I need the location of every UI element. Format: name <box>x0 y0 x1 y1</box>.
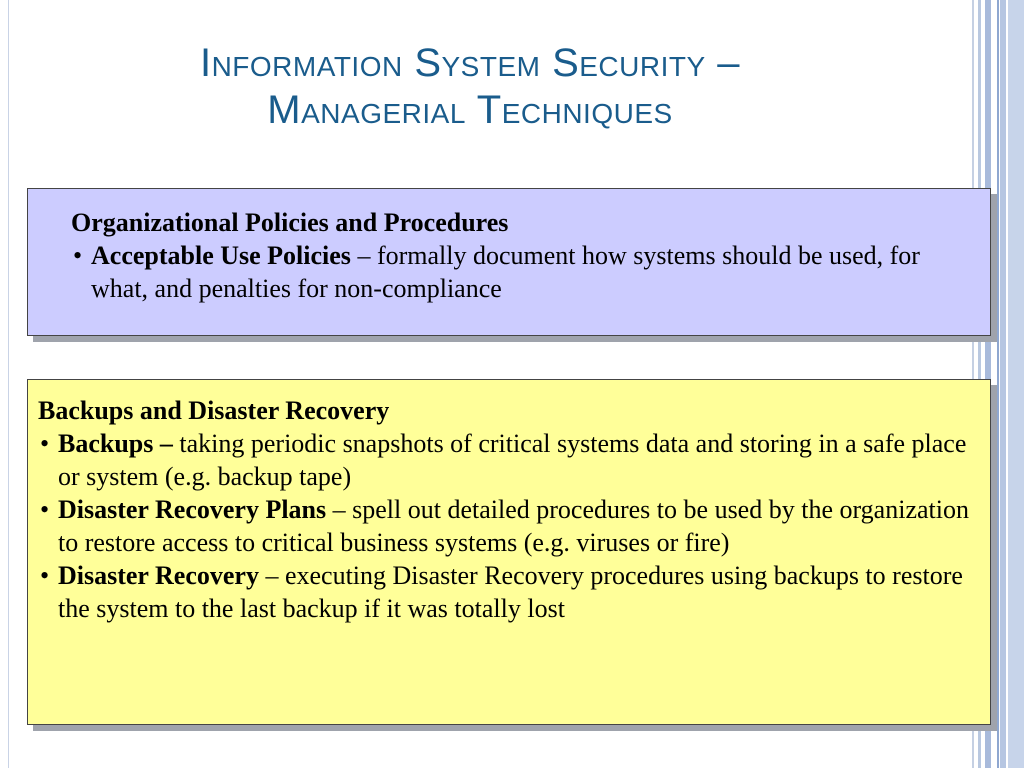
bullet-term: Acceptable Use Policies <box>91 241 351 270</box>
left-frame-line <box>8 0 9 768</box>
bullet-icon: • <box>40 495 50 524</box>
bullet-item <box>38 559 982 625</box>
slide-title <box>60 40 880 134</box>
stripe <box>1008 0 1024 768</box>
backups-box <box>27 379 991 725</box>
stripe <box>1000 0 1006 768</box>
bullet-item <box>71 239 980 305</box>
backups-heading: Backups and Disaster Recovery <box>38 396 390 425</box>
bullet-term: Disaster Recovery <box>58 561 259 590</box>
bullet-item <box>38 493 982 559</box>
slide-title-line-1: Information System Security – <box>199 41 741 85</box>
bullet-item <box>38 427 982 493</box>
bullet-icon: • <box>40 561 50 590</box>
bullet-text: – executing Disaster Recovery procedures using backups to restore the system to the last backup if it was totally lost <box>58 561 963 623</box>
bullet-icon: • <box>40 429 50 458</box>
bullet-term: Disaster Recovery Plans <box>58 495 327 524</box>
stripe <box>997 0 999 768</box>
bullet-icon: • <box>73 241 83 270</box>
bullet-text: – formally document how systems should be used, for what, and penalties for non-compliance <box>91 241 920 303</box>
bullet-term: Backups – <box>58 429 173 458</box>
bullet-text: – spell out detailed procedures to be used by the organization to restore access to critical business systems (e.g. viruses or fire) <box>58 495 969 557</box>
policies-box <box>27 188 991 336</box>
slide-title-line-2: Managerial Techniques <box>267 88 673 132</box>
bullet-text: taking periodic snapshots of critical systems data and storing in a safe place or system (e.g. backup tape) <box>58 429 967 491</box>
policies-heading: Organizational Policies and Procedures <box>71 208 509 237</box>
